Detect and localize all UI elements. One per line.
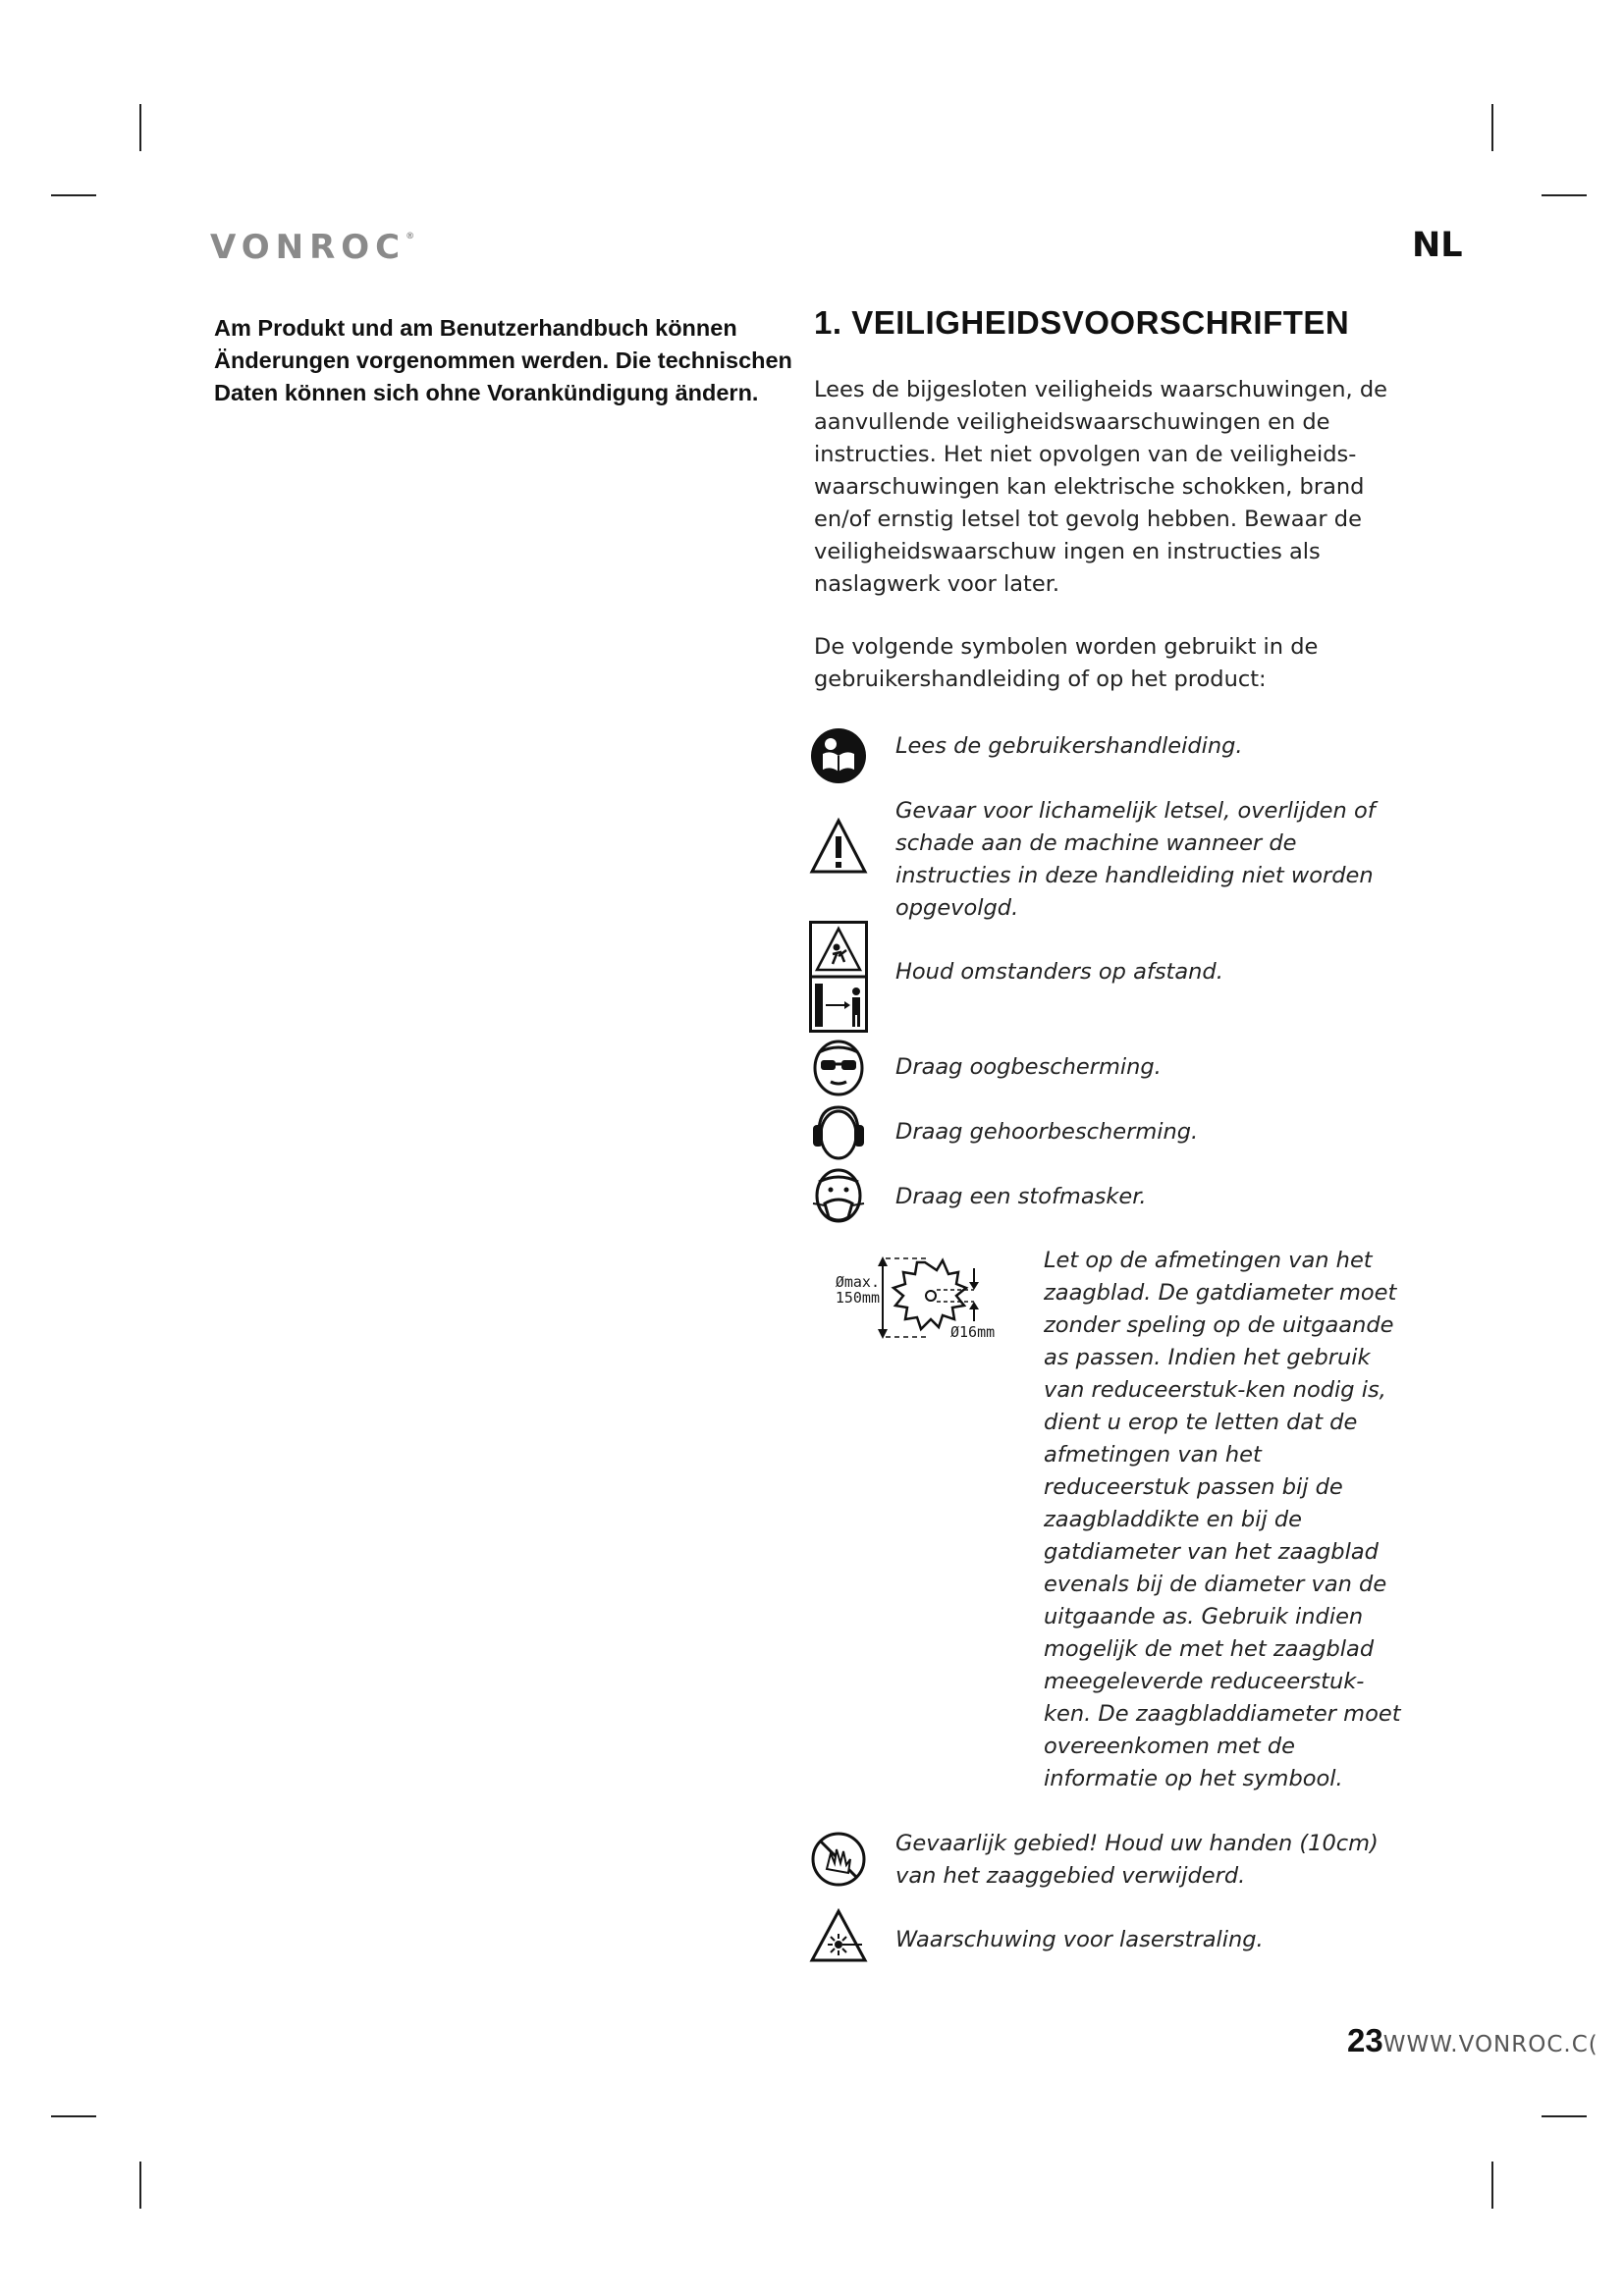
intro-paragraph: Lees de bijgesloten veiligheids waarschuwingen, de aanvullende veiligheidswaarschuwingen en de instructies. Het niet opvolgen van de veiligheids-waarschuwingen kan elektrische schokken, brand en/of ernstig letsel tot gevolg hebben. Bewaar de veiligheidswaarschuw ingen en instructies als naslagwerk voor later. [814,377,1387,597]
page-footer [1347,2022,1598,2059]
section-title: 1. VEILIGHEIDSVOORSCHRIFTEN [814,304,1350,341]
crop-mark [139,2162,141,2209]
crop-mark [139,104,141,151]
blade-max-diameter-label: Ømax. 150mm [835,1273,880,1307]
symbol-text: Lees de gebruikershandleiding. [895,733,1243,759]
ear-protection-icon [809,1103,868,1166]
crop-mark [1491,104,1493,151]
crop-mark [1491,2162,1493,2209]
keep-bystanders-away-icon [809,921,868,1037]
crop-mark [1542,194,1587,196]
symbols-intro: De volgende symbolen worden gebruikt in de gebruikershandleiding of op het product: [814,634,1319,692]
eye-protection-icon [809,1039,868,1101]
read-manual-icon [809,726,868,789]
symbol-text: Draag een stofmasker. [895,1184,1147,1209]
laser-warning-icon [809,1908,868,1967]
hands-away-icon [809,1830,868,1893]
brand-logo: VONROC® [210,228,415,267]
symbol-text: Draag gehoorbescherming. [895,1119,1199,1145]
warning-triangle-icon [809,817,868,880]
symbol-text: Gevaarlijk gebied! Houd uw handen (10cm) van het zaaggebied verwijderd. [895,1831,1379,1889]
change-notice: Am Produkt und am Benutzerhandbuch können Änderungen vorgenommen werden. Die technischen Daten können sich ohne Vorankündigung ändern. [214,315,792,405]
section-header [814,301,1403,345]
dust-mask-icon [809,1168,868,1231]
blade-bore-label: Ø16mm [950,1323,996,1341]
language-code: NL [1412,226,1463,265]
symbol-text: Draag oogbescherming. [895,1054,1162,1080]
symbol-text: Let op de afmetingen van het zaagblad. De gatdiameter moet zonder speling op de uitgaande as passen. Indien het gebruik van reduceerstuk-ken nodig is, dient u erop te letten dat de afmetingen van het reduceerstuk passen bij de zaagbladdikte en bij de gatdiameter van het zaagblad evenals bij de diameter van de uitgaande as. Gebruik indien mogelijk de met het zaagblad meegeleverde reduceerstuk-ken. De zaagbladdiameter moet overeenkomen met de informatie op het symbool. [1044,1248,1401,1791]
website-url: WWW.VONROC.C( [1382,2032,1598,2057]
crop-mark [51,194,96,196]
saw-blade-dimensions-icon [811,1253,1017,1347]
crop-mark [51,2115,96,2117]
crop-mark [1542,2115,1587,2117]
symbol-text: Waarschuwing voor laserstraling. [895,1927,1264,1952]
symbol-text: Gevaar voor lichamelijk letsel, overlijden of schade aan de machine wanneer de instructies in deze handleiding niet worden opgevolgd. [895,798,1376,921]
page-number: 23 [1347,2022,1383,2058]
symbol-text: Houd omstanders op afstand. [895,959,1223,985]
